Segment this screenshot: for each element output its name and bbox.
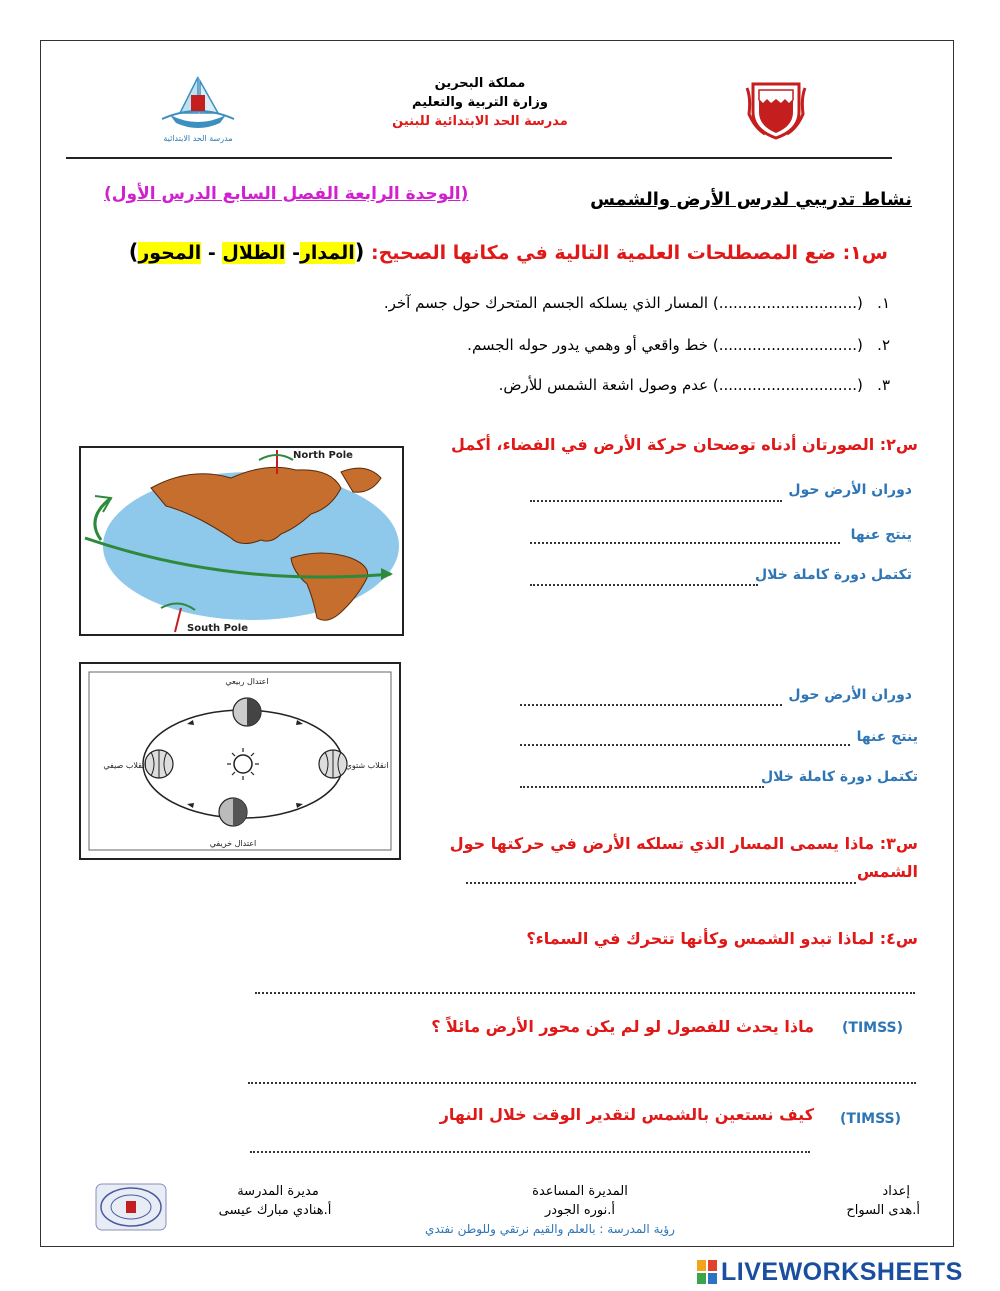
- set2-rotation-input[interactable]: [520, 690, 782, 706]
- timss1-answer-input[interactable]: [248, 1068, 916, 1084]
- header-kingdom: مملكة البحرين: [434, 76, 526, 91]
- q1-item-3: [499, 376, 890, 394]
- footer-principal-label: مديرة المدرسة: [237, 1184, 319, 1199]
- footer-principal-name: أ.هنادي مبارك عيسى: [218, 1203, 332, 1218]
- q1-item-text: المسار الذي يسلكه الجسم المتحرك حول جسم آخر.: [383, 294, 709, 312]
- set2-complete-label: تكتمل دورة كاملة خلال: [761, 769, 918, 785]
- footer-assistant-name: أ.نوره الجودر: [544, 1203, 616, 1218]
- q1-item-text: خط واقعي أو وهمي يدور حوله الجسم.: [467, 336, 709, 354]
- unit-title: (الوحدة الرابعة الفصل السابع الدرس الأول): [104, 184, 469, 204]
- activity-title: نشاط تدريبي لدرس الأرض والشمس: [590, 189, 912, 210]
- q1-item-2: [467, 336, 890, 354]
- q1-term-shadows: الظلال: [222, 242, 286, 264]
- q1-item-blank[interactable]: (.............................): [712, 294, 863, 312]
- school-logo: [158, 73, 238, 145]
- footer-prep-name: أ.هدى السواح: [846, 1203, 920, 1218]
- orbit-bottom-label: اعتدال خريفي: [209, 839, 257, 848]
- q1-item-number: ١.: [877, 294, 890, 312]
- globe-image: [79, 446, 404, 636]
- q2-prompt: س٢: الصورتان أدناه توضحان حركة الأرض في الفضاء، أكمل: [451, 435, 918, 454]
- orbit-image: [79, 662, 401, 860]
- footer-vision: رؤية المدرسة : بالعلم والقيم نرتقي وللوطن نفتدي: [425, 1222, 675, 1236]
- globe-south-label: South Pole: [187, 623, 248, 634]
- page-frame: [40, 40, 954, 1247]
- set2-rotation-label: دوران الأرض حول: [788, 687, 912, 703]
- set1-rotation-label: دوران الأرض حول: [788, 482, 912, 498]
- header-divider: [66, 157, 892, 159]
- timss2-question: كيف نستعين بالشمس لتقدير الوقت خلال النهار: [439, 1105, 814, 1124]
- set1-rotation-input[interactable]: [530, 486, 782, 502]
- q4-prompt: س٤: لماذا تبدو الشمس وكأنها تتحرك في السماء؟: [526, 929, 918, 948]
- q1-open-paren: (: [354, 240, 365, 264]
- set1-results-label: ينتج عنها: [850, 527, 912, 543]
- set1-complete-input[interactable]: [530, 570, 758, 586]
- q1-item-blank[interactable]: (.............................): [712, 336, 863, 354]
- timss2-answer-input[interactable]: [250, 1137, 810, 1153]
- liveworksheets-icon: [697, 1260, 717, 1284]
- q1-heading: [129, 240, 888, 264]
- orbit-top-label: اعتدال ربيعي: [225, 677, 269, 686]
- orbit-left-label: انقلاب صيفي: [103, 761, 147, 770]
- q1-sep-1: -: [292, 242, 300, 264]
- set1-complete-label: تكتمل دورة كاملة خلال: [755, 567, 912, 583]
- q1-item-number: ٣.: [877, 376, 890, 394]
- liveworksheets-logo: [697, 1258, 963, 1286]
- q1-term-axis: المحور: [138, 242, 202, 264]
- q1-item-blank[interactable]: (.............................): [712, 376, 863, 394]
- q1-close-paren: ): [128, 240, 139, 264]
- set1-results-input[interactable]: [530, 528, 840, 544]
- school-stamp: [95, 1183, 167, 1231]
- q1-prompt: س١: ضع المصطلحات العلمية التالية في مكانها الصحيح:: [371, 242, 888, 264]
- q1-item-number: ٢.: [877, 336, 890, 354]
- set2-complete-input[interactable]: [520, 772, 764, 788]
- q4-answer-input[interactable]: [255, 978, 915, 994]
- svg-text:مدرسة الحد الابتدائية: مدرسة الحد الابتدائية: [163, 134, 233, 143]
- footer-prep-label: إعداد: [882, 1184, 910, 1199]
- q1-item-text: عدم وصول اشعة الشمس للأرض.: [498, 376, 709, 394]
- set2-results-label: ينتج عنها: [856, 729, 918, 745]
- globe-north-label: North Pole: [293, 450, 353, 461]
- set2-results-input[interactable]: [520, 730, 850, 746]
- liveworksheets-wordmark: LIVEWORKSHEETS: [721, 1257, 963, 1286]
- footer-assistant-label: المديرة المساعدة: [532, 1184, 628, 1199]
- q3-answer-input[interactable]: [466, 868, 856, 884]
- timss1-tag: (TIMSS): [842, 1020, 904, 1036]
- header-ministry: وزارة التربية والتعليم: [412, 95, 548, 110]
- q1-term-orbit: المدار: [299, 242, 355, 264]
- q3-prompt: س٣: ماذا يسمى المسار الذي تسلكه الأرض في حركتها حول: [449, 834, 918, 853]
- header-school: مدرسة الحد الابتدائية للبنين: [392, 114, 568, 129]
- timss1-question: ماذا يحدث للفصول لو لم يكن محور الأرض مائلاً ؟: [431, 1017, 814, 1036]
- q1-item-1: [384, 294, 890, 312]
- orbit-right-label: انقلاب شتوي: [345, 761, 389, 770]
- bahrain-emblem: [745, 78, 807, 140]
- q3-prompt-cont: الشمس: [856, 862, 918, 881]
- q1-sep-2: -: [201, 242, 223, 264]
- timss2-tag: (TIMSS): [840, 1111, 902, 1127]
